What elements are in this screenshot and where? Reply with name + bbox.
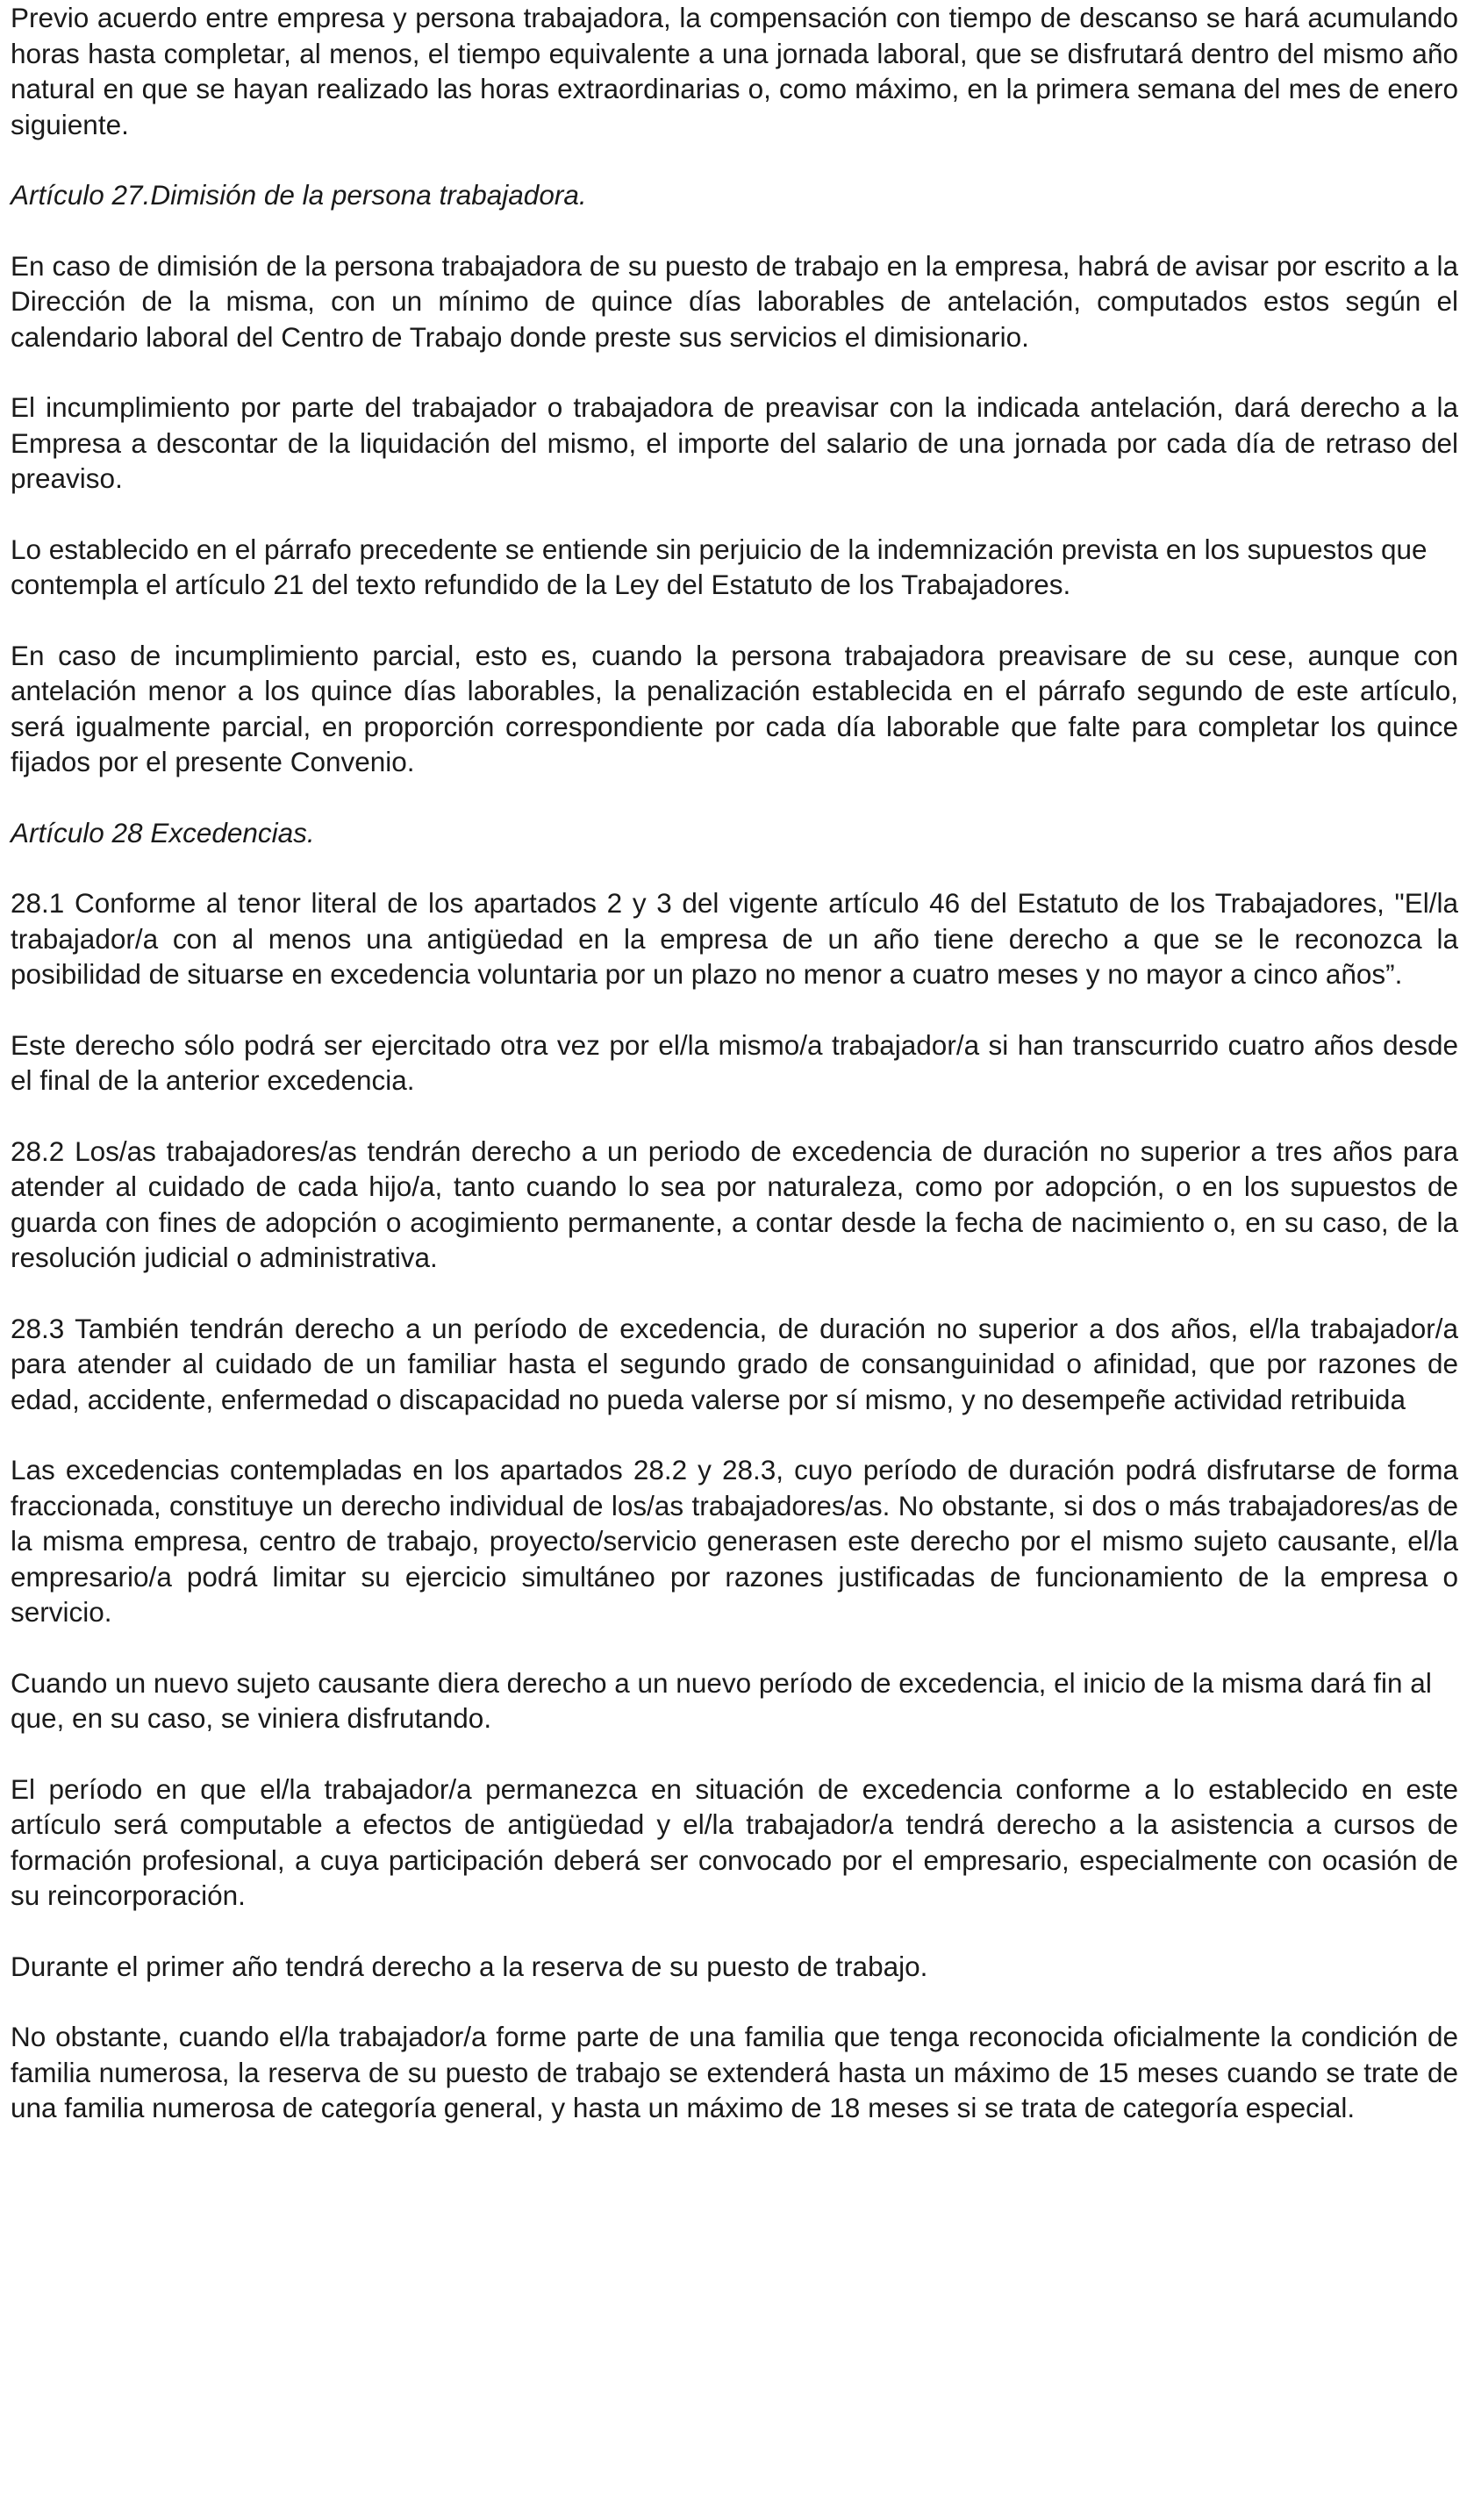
paragraph-28-2: 28.2 Los/as trabajadores/as tendrán derecho a un periodo de excedencia de duración no superior a tres años para atender al cuidado de cada hijo/a, tanto cuando lo sea por naturaleza, como por adopción, o en los supuestos de guarda con fines de adopción o acogimiento permanente, a contar desde la fecha de nacimiento o, en su caso, de la resolución judicial o administrativa. — [11, 1135, 1458, 1273]
paragraph-28-3: 28.3 También tendrán derecho a un período de excedencia, de duración no superior a dos años, el/la trabajador/a para atender al cuidado de un familiar hasta el segundo grado de consanguinidad o afinidad, que por razones de edad, accidente, enfermedad o discapacidad no pueda valerse por sí mismo, y no desempeñe actividad retribuida — [11, 1312, 1458, 1415]
heading-articulo-28: Artículo 28 Excedencias. — [11, 816, 315, 848]
paragraph-compensacion-descanso: Previo acuerdo entre empresa y persona trabajadora, la compensación con tiempo de descanso se hará acumulando horas hasta completar, al menos, el tiempo equivalente a una jornada laboral, que se disfrutará dentro del mismo año natural en que se hayan realizado las horas extraordinarias o, como máximo, en la primera semana del mes de enero siguiente. — [11, 2, 1458, 140]
paragraph-familia-numerosa: No obstante, cuando el/la trabajador/a forme parte de una familia que tenga reconocida oficialmente la condición de familia numerosa, la reserva de su puesto de trabajo se extenderá hasta un máximo de 15 meses cuando se trate de una familia numerosa de categoría general, y hasta un máximo de 18 meses si se trata de categoría especial. — [11, 2021, 1458, 2123]
paragraph-dimision-aviso: En caso de dimisión de la persona trabajadora de su puesto de trabajo en la empresa, habrá de avisar por escrito a la Dirección de la misma, con un mínimo de quince días laborables de antelación, computados estos según el calendario laboral del Centro de Trabajo donde preste sus servicios el dimisionario. — [11, 249, 1458, 353]
paragraph-periodo-computable: El período en que el/la trabajador/a permanezca en situación de excedencia conforme a lo establecido en este artículo será computable a efectos de antigüedad y el/la trabajador/a tendrá derecho a la asistencia a cursos de formación profesional, a cuya participación deberá ser convocado por el empresario, especialmente con ocasión de su reincorporación. — [11, 1772, 1458, 1911]
paragraph-ejercicio-derecho: Este derecho sólo podrá ser ejercitado otra vez por el/la mismo/a trabajador/a si han transcurrido cuatro años desde el final de la anterior excedencia. — [11, 1028, 1458, 1096]
heading-articulo-27: Artículo 27.Dimisión de la persona trabajadora. — [11, 179, 587, 211]
paragraph-reserva-puesto: Durante el primer año tendrá derecho a la reserva de su puesto de trabajo. — [11, 1950, 928, 1982]
paragraph-excedencias-fraccionadas: Las excedencias contempladas en los apartados 28.2 y 28.3, cuyo período de duración podrá disfrutarse de forma fraccionada, constituye un derecho individual de los/as trabajadores/as. No obstante, si dos o más trabajadores/as de la misma empresa, centro de trabajo, proyecto/servicio generasen este derecho por el mismo sujeto causante, el/la empresario/a podrá limitar su ejercicio simultáneo por razones justificadas de funcionamiento de la empresa o servicio. — [11, 1454, 1458, 1628]
paragraph-28-1: 28.1 Conforme al tenor literal de los apartados 2 y 3 del vigente artículo 46 del Estatuto de los Trabajadores, "El/la trabajador/a con al menos una antigüedad en la empresa de un año tiene derecho a que se le reconozca la posibilidad de situarse en excedencia voluntaria por un plazo no menor a cuatro meses y no mayor a cinco años”. — [11, 887, 1458, 990]
document-page — [11, 0, 1458, 2161]
paragraph-incumplimiento-preaviso: El incumplimiento por parte del trabajador o trabajadora de preavisar con la indicada antelación, dará derecho a la Empresa a descontar de la liquidación del mismo, el importe del salario de una jornada por cada día de retraso del preaviso. — [11, 391, 1458, 494]
paragraph-incumplimiento-parcial: En caso de incumplimiento parcial, esto es, cuando la persona trabajadora preavisare de su cese, aunque con antelación menor a los quince días laborables, la penalización establecida en el párrafo segundo de este artículo, será igualmente parcial, en proporción correspondiente por cada día laborable que falte para completar los quince fijados por el presente Convenio. — [11, 639, 1458, 777]
paragraph-nuevo-sujeto-causante: Cuando un nuevo sujeto causante diera derecho a un nuevo período de excedencia, el inicio de la misma dará fin al que, en su caso, se viniera disfrutando. — [11, 1666, 1432, 1734]
paragraph-indemnizacion: Lo establecido en el párrafo precedente se entiende sin perjuicio de la indemnización prevista en los supuestos que contempla el artículo 21 del texto refundido de la Ley del Estatuto de los Trabajadores. — [11, 533, 1427, 600]
